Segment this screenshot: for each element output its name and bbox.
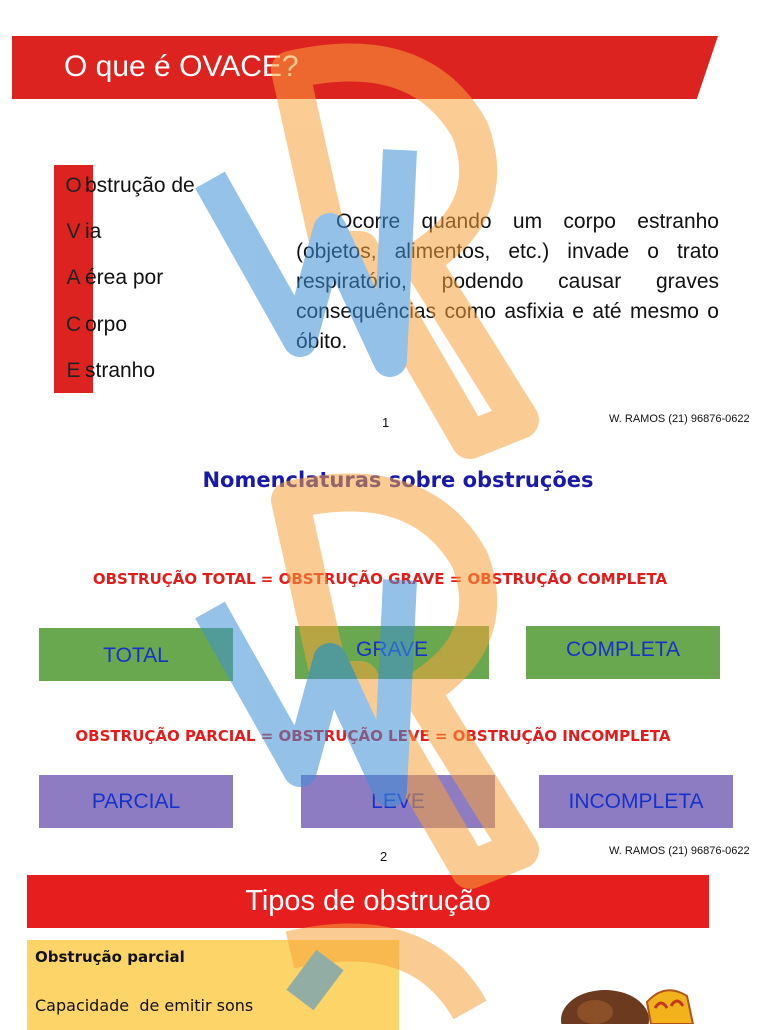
- partial-obstruction-text: Capacidade de emitir sons: [35, 996, 254, 1015]
- acronym-row-a: [54, 262, 163, 294]
- grave-box: [295, 626, 489, 679]
- acronym-letter: E: [66, 359, 81, 382]
- cartoon-head-shine: [577, 1000, 613, 1024]
- box-label: LEVE: [371, 789, 425, 813]
- slide3-title: Tipos de obstrução: [245, 885, 491, 917]
- incompleta-box: [539, 775, 733, 828]
- box-label: COMPLETA: [566, 637, 680, 661]
- slide1-title: O que é OVACE?: [64, 50, 299, 83]
- definition-paragraph: Ocorre quando um corpo estranho (objetos, alimentos, etc.) invade o trato respiratório, podendo causar graves consequências como asfixia e até mesmo o óbito.: [296, 210, 719, 353]
- partial-equivalence-line: OBSTRUÇÃO PARCIAL = OBSTRUÇÃO LEVE = OBSTRUÇÃO INCOMPLETA: [75, 727, 671, 745]
- cartoon-illustration: [555, 972, 768, 1024]
- box-label: GRAVE: [356, 637, 428, 661]
- author-credit: W. RAMOS (21) 96876-0622: [609, 413, 750, 425]
- acronym-word: bstrução de: [85, 174, 195, 197]
- total-box: [39, 628, 233, 681]
- acronym-letter: O: [65, 174, 82, 197]
- acronym-row-e: [54, 355, 155, 387]
- acronym-row-c: [54, 309, 127, 341]
- acronym-letter: A: [66, 266, 81, 289]
- acronym-word: ia: [85, 220, 102, 243]
- acronym-word: stranho: [85, 359, 156, 382]
- parcial-box: [39, 775, 233, 828]
- slide3-title-banner: [27, 875, 709, 928]
- acronym-letter: C: [65, 313, 82, 336]
- author-credit: W. RAMOS (21) 96876-0622: [609, 845, 750, 857]
- completa-box: [526, 626, 720, 679]
- page-number: 2: [380, 849, 388, 864]
- partial-obstruction-heading: Obstrução parcial: [35, 948, 185, 966]
- box-label: INCOMPLETA: [568, 789, 704, 813]
- acronym-letter: V: [66, 220, 81, 243]
- watermark-w-middle: [210, 580, 400, 790]
- box-label: PARCIAL: [91, 789, 181, 813]
- leve-box: [301, 775, 495, 828]
- page-number: 1: [382, 415, 390, 430]
- acronym-row-o: [54, 170, 195, 202]
- acronym-word: érea por: [85, 266, 164, 289]
- slide2-title: Nomenclaturas sobre obstruções: [202, 468, 594, 492]
- box-label: TOTAL: [103, 643, 169, 667]
- acronym-word: orpo: [85, 313, 128, 336]
- total-equivalence-line: OBSTRUÇÃO TOTAL = OBSTRUÇÃO GRAVE = OBSTRUÇÃO COMPLETA: [92, 570, 668, 588]
- acronym-row-v: [54, 216, 101, 248]
